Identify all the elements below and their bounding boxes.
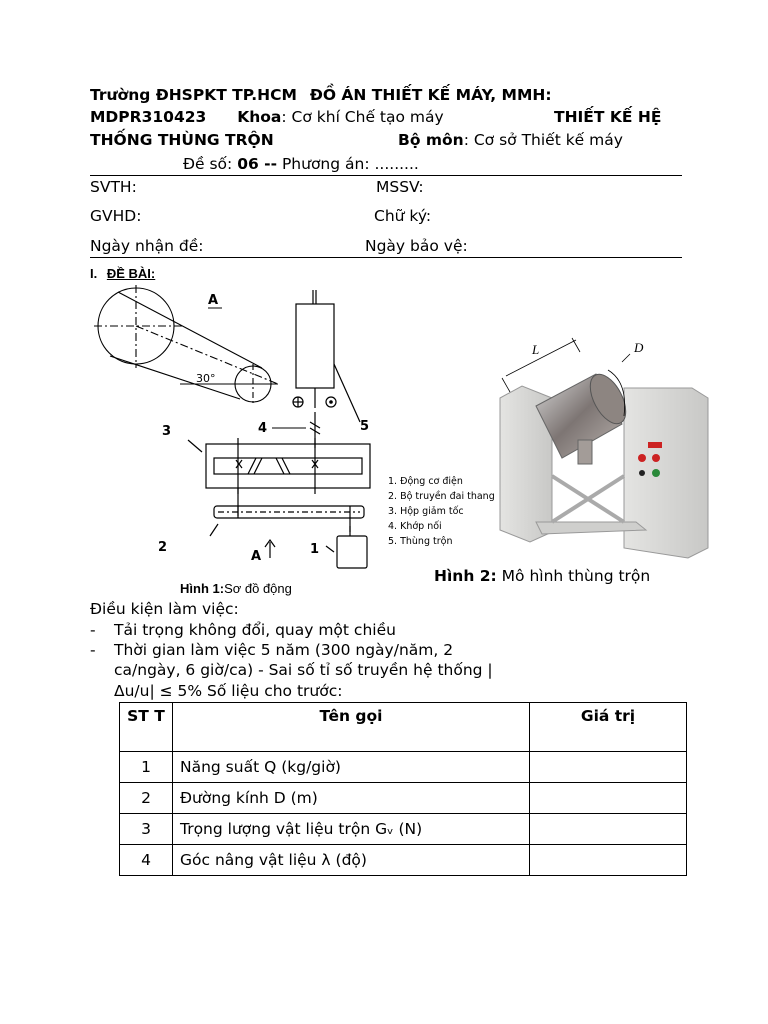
- topic-line: [183, 155, 419, 173]
- course-code: MDPR310423: [90, 108, 207, 126]
- topic-label: Đề số:: [183, 155, 238, 173]
- header-stt: ST T: [120, 703, 173, 752]
- faculty-label: Khoa: [237, 108, 282, 126]
- angle-label: 30°: [196, 372, 216, 385]
- section-heading: [90, 266, 155, 281]
- received-date-label: Ngày nhận đề:: [90, 237, 204, 255]
- row-stt: 3: [120, 814, 173, 845]
- arrow-label-a: A: [251, 549, 262, 564]
- row-stt: 2: [120, 783, 173, 814]
- row-stt: 1: [120, 752, 173, 783]
- dimension-l-label: L: [532, 342, 540, 357]
- row-value: [530, 845, 687, 876]
- condition-text-2: Thời gian làm việc 5 năm (300 ngày/năm, 2: [114, 641, 454, 659]
- given-data-table: [119, 702, 687, 876]
- figure-1-caption-text: Sơ đồ động: [224, 581, 292, 596]
- row-stt: 4: [120, 845, 173, 876]
- condition-text-1: Tải trọng không đổi, quay một chiều: [114, 621, 396, 639]
- header-line-3: [90, 131, 274, 149]
- design-title-part2: THỐNG THÙNG TRỘN: [90, 131, 274, 149]
- part-number-1: 1: [310, 542, 320, 557]
- option-dashes: --: [258, 155, 278, 173]
- department-value: : Cơ sở Thiết kế máy: [463, 131, 623, 149]
- table-header-row: [120, 703, 687, 752]
- part-number-4: 4: [258, 421, 268, 436]
- info-divider: [90, 257, 682, 258]
- table-row: [120, 752, 687, 783]
- header-line-2: [90, 108, 444, 126]
- mixing-drum: [293, 290, 360, 448]
- signature-label: Chữ ký:: [374, 207, 432, 225]
- dimension-d-label: D: [634, 340, 644, 355]
- department-label: Bộ môn: [398, 131, 464, 149]
- table-row: [120, 845, 687, 876]
- topic-number: 06: [237, 155, 259, 173]
- table-row: [120, 783, 687, 814]
- section-title: ĐỀ BÀI:: [106, 266, 156, 281]
- row-name: Đường kính D (m): [173, 783, 530, 814]
- figure-2-caption-text: Mô hình thùng trộn: [496, 567, 651, 585]
- kinematic-diagram: [88, 280, 508, 590]
- legend-item-1: 1. Động cơ điện: [388, 476, 463, 487]
- electric-motor: [326, 526, 367, 568]
- row-name: Góc nâng vật liệu λ (độ): [173, 845, 530, 876]
- row-value: [530, 783, 687, 814]
- header-line-1: [90, 86, 552, 104]
- condition-item-2: [90, 641, 454, 659]
- header-divider: [90, 175, 682, 176]
- section-number: I.: [90, 266, 98, 281]
- view-label-a: A: [208, 293, 219, 308]
- belt-transmission: [210, 488, 364, 536]
- student-label: SVTH:: [90, 178, 137, 196]
- legend-item-4: 4. Khớp nối: [388, 521, 442, 532]
- row-value: [530, 752, 687, 783]
- header-value: Giá trị: [530, 703, 687, 752]
- student-id-label: MSSV:: [376, 178, 424, 196]
- row-name: Trọng lượng vật liệu trộn Gᵥ (N): [173, 814, 530, 845]
- figure-1-caption: [180, 581, 292, 596]
- bullet-dash: -: [90, 621, 96, 639]
- figure-2-caption-label: Hình 2:: [434, 567, 497, 585]
- figure-1-caption-label: Hình 1:: [180, 581, 225, 596]
- gearbox: [188, 438, 370, 494]
- mixer-photo: [496, 336, 718, 562]
- row-name: Năng suất Q (kg/giờ): [173, 752, 530, 783]
- header-name: Tên gọi: [173, 703, 530, 752]
- conditions-title: Điều kiện làm việc:: [90, 600, 239, 618]
- part-number-2: 2: [158, 540, 168, 555]
- legend-item-3: 3. Hộp giảm tốc: [388, 506, 464, 517]
- part-number-5: 5: [360, 419, 370, 434]
- legend-item-5: 5. Thùng trộn: [388, 536, 453, 547]
- faculty-value: : Cơ khí Chế tạo máy: [281, 108, 444, 126]
- option-label: Phương án: .........: [277, 155, 419, 173]
- department: [398, 131, 623, 149]
- condition-item-1: [90, 621, 396, 639]
- row-value: [530, 814, 687, 845]
- table-row: [120, 814, 687, 845]
- belt-drive-view-a: [94, 285, 278, 404]
- figure-2-caption: [434, 567, 650, 585]
- condition-text-4: Δu/u| ≤ 5% Số liệu cho trước:: [114, 682, 343, 700]
- legend-item-2: 2. Bộ truyền đai thang: [388, 491, 495, 502]
- instructor-label: GVHD:: [90, 207, 142, 225]
- design-title-part1: THIẾT KẾ HỆ: [554, 108, 662, 126]
- school-name: Trường ĐHSPKT TP.HCM: [90, 86, 297, 104]
- condition-text-3: ca/ngày, 6 giờ/ca) - Sai số tỉ số truyền hệ thống |: [114, 661, 493, 679]
- project-title: ĐỒ ÁN THIẾT KẾ MÁY, MMH:: [309, 86, 552, 104]
- defense-date-label: Ngày bảo vệ:: [365, 237, 468, 255]
- bullet-dash: -: [90, 641, 96, 659]
- part-number-3: 3: [162, 424, 172, 439]
